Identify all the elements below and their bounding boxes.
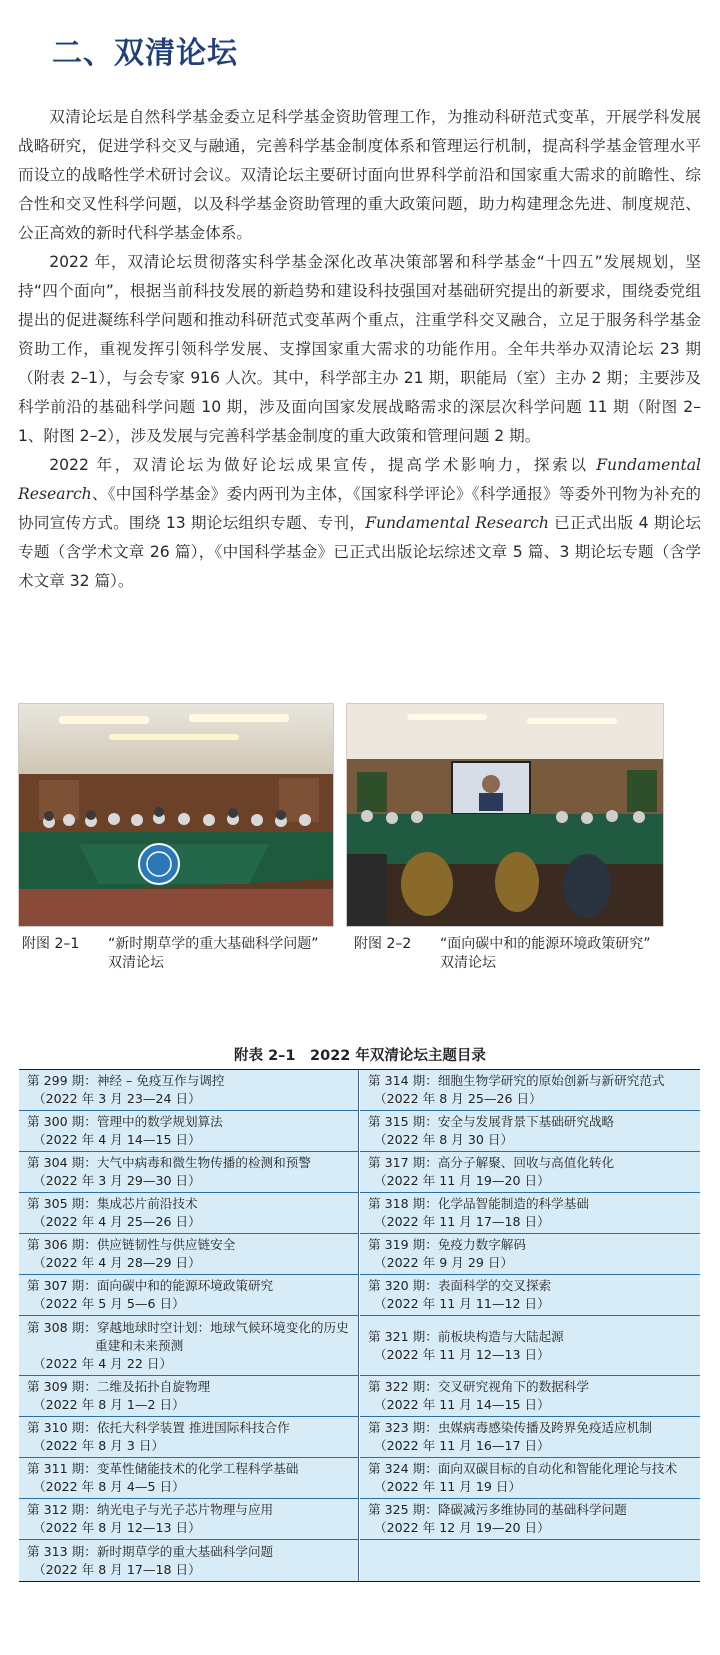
table-cell: 第 312 期：纳光电子与光子芯片物理与应用 （2022 年 8 月 12—13 日） xyxy=(19,1499,358,1540)
table-cell: 第 311 期：变革性储能技术的化学工程科学基础 （2022 年 8 月 4—5 日） xyxy=(19,1458,358,1499)
table-title: 附表 2–1 2022 年双清论坛主题目录 xyxy=(234,1048,486,1064)
figure-number: 附图 2–2 xyxy=(354,936,412,952)
table-column-right xyxy=(359,1070,700,1581)
table-cell: 第 315 期：安全与发展背景下基础研究战略 （2022 年 8 月 30 日） xyxy=(360,1111,700,1152)
table-cell: 第 320 期：表面科学的交叉探索 （2022 年 11 月 11—12 日） xyxy=(360,1275,700,1316)
table-cell: 第 308 期：穿越地球时空计划：地球气候环境变化的历史重建和未来预测 （2022 年 4 月 22 日） xyxy=(19,1316,358,1376)
forum-photo-1 xyxy=(18,703,334,927)
body-text xyxy=(18,103,701,596)
table-cell: 第 313 期：新时期草学的重大基础科学问题 （2022 年 8 月 17—18 日） xyxy=(27,1543,274,1577)
forum-topic-table xyxy=(19,1069,700,1582)
paragraph-3: 2022 年，双清论坛为做好论坛成果宣传，提高学术影响力，探索以 Fundamental Research、《中国科学基金》委内两刊为主体，《国家科学评论》《科学通报》等委外刊物为补充的协同宣传方式。围绕 13 期论坛组织专题、专刊，Fundamental Research 已正式出版 4 期论坛专题（含学术文章 26 篇），《中国科学基金》已正式出版论坛综述文章 5 篇、3 期论坛专题（含学术文章 32 篇）。 xyxy=(18,456,701,590)
forum-photo-2 xyxy=(346,703,664,927)
table-cell: 第 324 期：面向双碳目标的自动化和智能化理论与技术 （2022 年 11 月 19 日） xyxy=(360,1458,700,1499)
table-cell: 第 310 期：依托大科学装置 推进国际科技合作 （2022 年 8 月 3 日） xyxy=(19,1417,358,1458)
table-cell: 第 318 期：化学品智能制造的科学基础 （2022 年 11 月 17—18 日） xyxy=(360,1193,700,1234)
table-cell: 第 323 期：虫媒病毒感染传播及跨界免疫适应机制 （2022 年 11 月 16—17 日） xyxy=(360,1417,700,1458)
paragraph-1: 双清论坛是自然科学基金委立足科学基金资助管理工作，为推动科研范式变革，开展学科发展战略研究，促进学科交叉与融通，完善科学基金制度体系和管理运行机制，提高科学基金管理水平而设立的战略性学术研讨会议。双清论坛主要研讨面向世界科学前沿和国家重大需求的前瞻性、综合性和交叉性科学问题，以及科学基金资助管理的重大政策问题，助力构建理念先进、制度规范、公正高效的新时代科学基金体系。 xyxy=(18,108,701,242)
table-cell: 第 322 期：交叉研究视角下的数据科学 （2022 年 11 月 14—15 日） xyxy=(360,1376,700,1417)
table-cell: 第 304 期：大气中病毒和微生物传播的检测和预警 （2022 年 3 月 29—30 日） xyxy=(19,1152,358,1193)
table-cell: 第 305 期：集成芯片前沿技术 （2022 年 4 月 25—26 日） xyxy=(19,1193,358,1234)
journal-name: Fundamental Research xyxy=(18,456,701,503)
table-cell: 第 325 期：降碳减污多维协同的基础科学问题 （2022 年 12 月 19—20 日） xyxy=(360,1499,700,1540)
table-column-left xyxy=(19,1070,359,1581)
table-cell-empty xyxy=(360,1540,700,1581)
figure-caption-2: 附图 2–2 “面向碳中和的能源环境政策研究” 双清论坛 xyxy=(354,936,651,971)
table-cell: 第 306 期：供应链韧性与供应链安全 （2022 年 4 月 28—29 日） xyxy=(19,1234,358,1275)
table-cell: 第 300 期：管理中的数学规划算法 （2022 年 4 月 14—15 日） xyxy=(19,1111,358,1152)
figure-number: 附图 2–1 xyxy=(22,936,80,952)
table-cell: 第 307 期：面向碳中和的能源环境政策研究 （2022 年 5 月 5—6 日） xyxy=(19,1275,358,1316)
table-cell: 第 317 期：高分子解聚、回收与高值化转化 （2022 年 11 月 19—20 日） xyxy=(360,1152,700,1193)
paragraph-2: 2022 年，双清论坛贯彻落实科学基金深化改革决策部署和科学基金“十四五”发展规划，坚持“四个面向”，根据当前科技发展的新趋势和建设科技强国对基础研究提出的新要求，围绕委党组提出的促进凝练科学问题和推动科研范式变革两个重点，注重学科交叉融合，立足于服务科学基金资助工作，重视发挥引领科学发展、支撑国家重大需求的功能作用。全年共举办双清论坛 23 期（附表 2–1），与会专家 916 人次。其中，科学部主办 21 期，职能局（室）主办 2 期；主要涉及科学前沿的基础科学问题 10 期，涉及面向国家发展战略需求的深层次科学问题 11 期（附图 2–1、附图 2–2），涉及发展与完善科学基金制度的重大政策和管理问题 2 期。 xyxy=(18,253,701,445)
section-title: 二、双清论坛 xyxy=(52,36,238,71)
table-cell: 第 309 期：二维及拓扑自旋物理 （2022 年 8 月 1—2 日） xyxy=(19,1376,358,1417)
table-cell: 第 321 期：前板块构造与大陆起源 （2022 年 11 月 12—13 日） xyxy=(360,1316,700,1376)
table-cell: 第 299 期：神经 – 免疫互作与调控 （2022 年 3 月 23—24 日） xyxy=(19,1070,358,1111)
figure-caption-1: 附图 2–1 “新时期草学的重大基础科学问题” 双清论坛 xyxy=(22,936,319,971)
journal-name: Fundamental Research xyxy=(365,514,549,532)
table-cell: 第 319 期：免疫力数字解码 （2022 年 9 月 29 日） xyxy=(360,1234,700,1275)
table-cell: 第 314 期：细胞生物学研究的原始创新与新研究范式 （2022 年 8 月 25—26 日） xyxy=(360,1070,700,1111)
